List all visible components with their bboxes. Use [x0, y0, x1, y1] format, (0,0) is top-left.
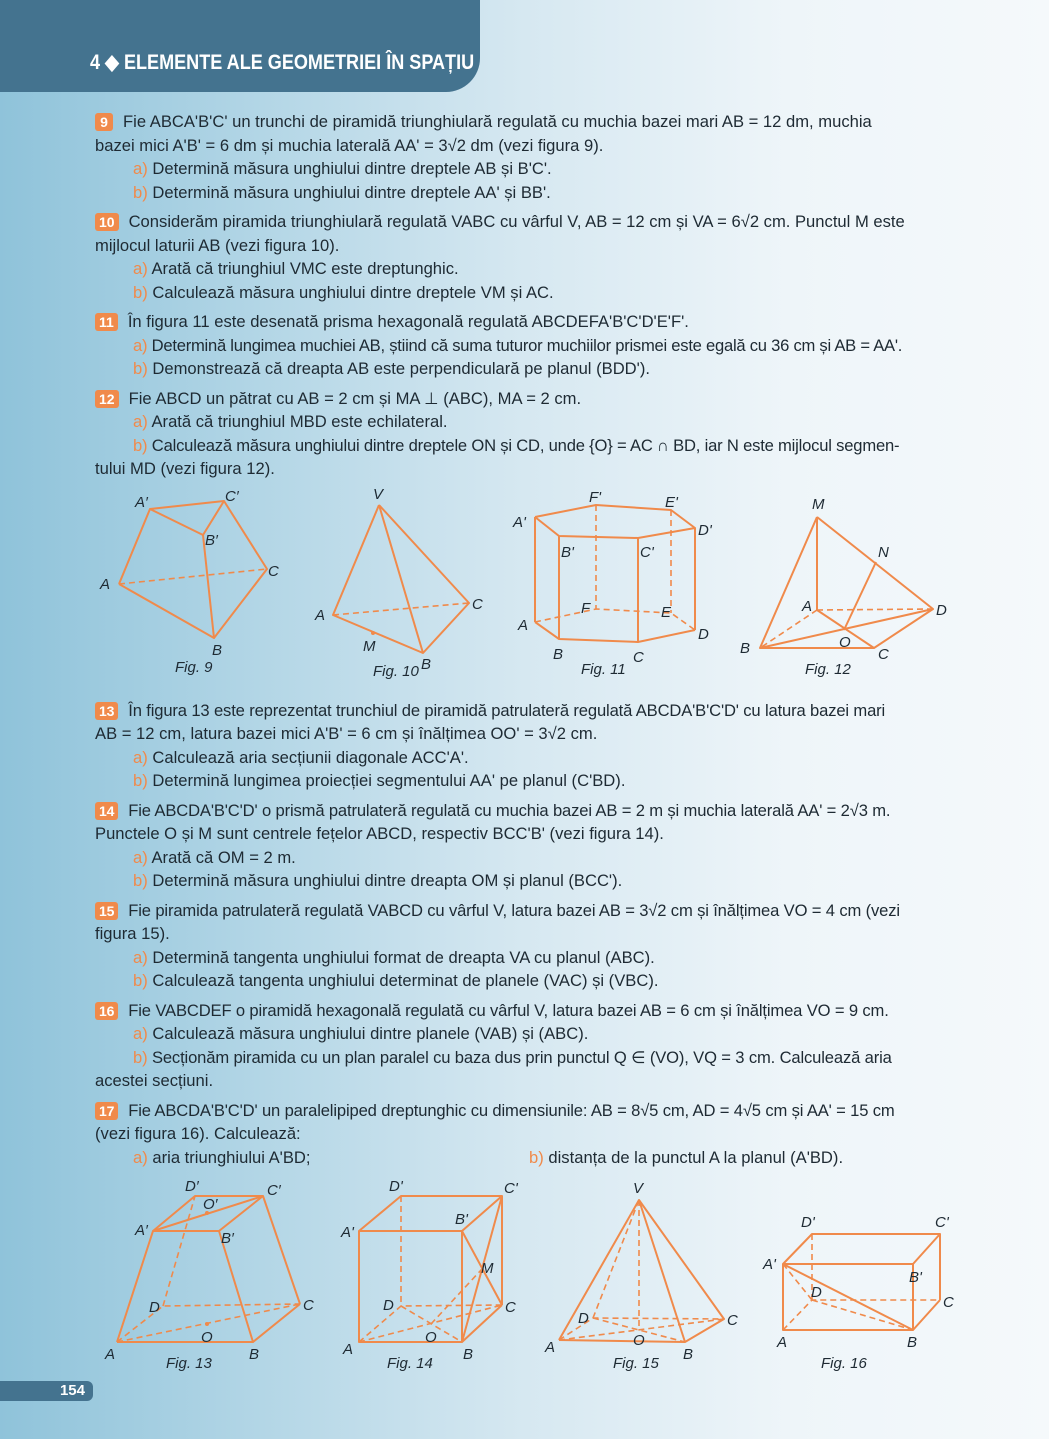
figure-14-drawing — [341, 1178, 545, 1369]
vertex-label: M — [363, 637, 376, 655]
problem-text: Fie ABCDA'B'C'D' o prismă patrulateră regulată cu muchia bazei AB = 2 m și muchia laterală AA' = 2√3 m. — [128, 800, 891, 820]
vertex-label: V — [633, 1180, 644, 1197]
fig12-hidden-edge — [817, 609, 933, 610]
vertex-label: A' — [341, 1224, 354, 1241]
figure-row-2 — [95, 1175, 953, 1385]
fig16-edge — [913, 1300, 940, 1330]
center-o — [205, 1322, 209, 1326]
subpoint-label: a) — [133, 947, 148, 967]
problem-number-badge: 13 — [95, 702, 118, 720]
fig9-edge — [203, 535, 214, 638]
vertex-label: O — [201, 1329, 213, 1346]
fig10-hidden-edge — [333, 603, 469, 615]
fig16-edge — [783, 1234, 940, 1264]
vertex-label: C' — [640, 543, 654, 561]
fig14-front-face — [359, 1231, 462, 1342]
subpoint-text: distanța de la punctul A la planul (A'BD). — [548, 1147, 844, 1167]
vertex-label: O — [633, 1332, 645, 1349]
subpoint-text: Calculează tangenta unghiului determinat de planele (VAC) și (VBC). — [152, 971, 659, 990]
vertex-label: C — [878, 645, 889, 663]
problem-text: (vezi figura 16). Calculează: — [95, 1124, 301, 1143]
figure-13-drawing — [95, 1179, 315, 1369]
problem-text: Considerăm piramida triunghiulară regulată VABC cu vârful V, AB = 12 cm și VA = 6√2 cm. Punctul M este — [128, 212, 905, 231]
chapter-title: 4 ◆ ELEMENTE ALE GEOMETRIEI ÎN SPAȚIU — [90, 51, 475, 74]
vertex-label: O′ — [203, 1196, 218, 1213]
vertex-label: A′ — [135, 493, 148, 511]
vertex-label: B — [907, 1334, 918, 1351]
problem-text: AB = 12 cm, latura bazei mici A'B' = 6 cm și înălțimea OO' = 3√2 cm. — [95, 724, 598, 743]
subpoint-text: Determină măsura unghiului dintre dreapta OM și planul (BCC'). — [152, 871, 623, 890]
vertex-label: C' — [504, 1180, 518, 1197]
vertex-label: A — [343, 1341, 354, 1358]
subpoint-text: Calculează măsura unghiului dintre planele (VAB) și (ABC). — [152, 1024, 589, 1043]
subpoint-text: Determină tangenta unghiului format de dreapta VA cu planul (ABC). — [152, 947, 655, 967]
subpoint-label: b) — [133, 282, 148, 302]
fig14-edge — [359, 1196, 502, 1231]
vertex-label: C — [943, 1294, 954, 1311]
vertex-label: A — [802, 597, 813, 615]
figure-caption: Fig. 10 — [373, 662, 419, 680]
figure-caption: Fig. 14 — [387, 1355, 433, 1372]
page-number: 154 — [0, 1381, 93, 1401]
vertex-label: C — [727, 1312, 738, 1329]
vertex-label: B — [212, 641, 223, 659]
vertex-label: A' — [763, 1256, 776, 1273]
vertex-label: V — [373, 485, 384, 503]
problem-13 — [95, 699, 953, 793]
problem-text: figura 15). — [95, 924, 170, 943]
fig15-hidden-edge — [593, 1200, 639, 1318]
vertex-label: O — [425, 1329, 437, 1346]
problem-15 — [95, 899, 953, 993]
vertex-label: M — [812, 495, 825, 513]
figure-16 — [763, 1179, 967, 1374]
figure-caption: Fig. 13 — [166, 1355, 212, 1372]
figure-10-drawing — [317, 487, 497, 687]
vertex-label: F' — [589, 488, 602, 506]
chapter-header-band — [0, 0, 480, 92]
problem-16 — [95, 999, 953, 1093]
figure-14 — [341, 1178, 545, 1374]
vertex-label: D′ — [185, 1178, 199, 1195]
vertex-label: C — [268, 562, 279, 580]
vertex-label: D — [578, 1310, 589, 1327]
figure-13 — [95, 1179, 315, 1374]
subpoint-label: a) — [133, 259, 148, 278]
figure-caption: Fig. 15 — [613, 1355, 659, 1372]
figure-9 — [95, 487, 295, 682]
subpoint-text: Arată că triunghiul VMC este dreptunghic. — [151, 259, 459, 278]
problem-9 — [95, 110, 953, 204]
vertex-label: C — [303, 1297, 314, 1314]
problem-text: În figura 11 este desenată prisma hexagonală regulată ABCDEFA'B'C'D'E'F'. — [127, 312, 689, 331]
vertex-label: B' — [909, 1269, 922, 1286]
subpoint-label: a) — [133, 412, 148, 431]
figure-15 — [545, 1179, 755, 1374]
subpoint-text: acestei secțiuni. — [95, 1071, 214, 1090]
subpoint-label: b) — [133, 971, 148, 990]
problem-12 — [95, 387, 953, 481]
subpoint-text: Arată că triunghiul MBD este echilateral. — [151, 412, 448, 431]
figure-caption: Fig. 16 — [821, 1355, 867, 1372]
midpoint-m — [371, 631, 375, 635]
figure-caption: Fig. 11 — [581, 660, 626, 678]
vertex-label: A — [315, 606, 326, 624]
problem-number-badge: 14 — [95, 802, 118, 820]
fig13-edge — [253, 1304, 300, 1342]
vertex-label: B' — [455, 1211, 468, 1228]
fig15-edge — [639, 1200, 685, 1342]
vertex-label: A′ — [135, 1222, 148, 1239]
problem-text: bazei mici A'B' = 6 dm și muchia laterală AA' = 3√2 dm (vezi figura 9). — [95, 135, 604, 155]
fig13-edge — [117, 1231, 253, 1342]
problem-number-badge: 9 — [95, 113, 113, 131]
figure-caption: Fig. 9 — [175, 658, 213, 676]
subpoint-label: b) — [133, 435, 148, 455]
vertex-label: A' — [513, 513, 526, 531]
vertex-label: E' — [665, 493, 678, 511]
problem-number-badge: 10 — [95, 213, 119, 231]
vertex-label: N — [878, 543, 889, 561]
fig16-edge — [783, 1264, 913, 1330]
subpoint-text: tului MD (vezi figura 12). — [95, 459, 275, 478]
vertex-label: M — [481, 1260, 494, 1277]
figure-12 — [740, 487, 963, 692]
figure-16-drawing — [763, 1179, 967, 1369]
subpoint-text: Calculează măsura unghiului dintre dreptele ON și CD, unde {O} = AC ∩ BD, iar N este mijlocul segmen- — [151, 435, 900, 455]
vertex-label: C — [633, 648, 644, 666]
fig9-edge — [203, 501, 224, 535]
subpoint-label: b) — [133, 771, 148, 790]
vertex-label: B′ — [221, 1230, 234, 1247]
vertex-label: O — [839, 633, 851, 651]
figure-15-drawing — [545, 1179, 755, 1369]
figure-9-drawing — [95, 487, 295, 677]
vertex-label: A — [105, 1346, 116, 1363]
fig9-hidden-edge — [119, 569, 267, 584]
subpoint-label: b) — [133, 1047, 148, 1067]
problem-14 — [95, 799, 953, 893]
vertex-label: C — [472, 595, 483, 613]
subpoint-text: Calculează măsura unghiului dintre dreptele VM și AC. — [152, 282, 554, 302]
vertex-label: F — [581, 599, 591, 617]
subpoint-text: Secționăm piramida cu un plan paralel cu baza dus prin punctul Q ∈ (VO), VQ = 3 cm. Calculează aria — [151, 1047, 892, 1067]
vertex-label: B — [553, 645, 564, 663]
problem-text: Fie VABCDEF o piramidă hexagonală regulată cu vârful V, latura bazei AB = 6 cm și înălțimea VO = 9 cm. — [128, 1000, 889, 1020]
vertex-label: C′ — [225, 487, 239, 505]
fig12-edge — [844, 562, 876, 630]
vertex-label: B — [249, 1346, 260, 1363]
fig10-edge — [379, 505, 423, 653]
problem-number-badge: 11 — [95, 313, 118, 331]
problem-11 — [95, 310, 953, 381]
problem-10 — [95, 210, 953, 304]
vertex-label: A — [518, 616, 529, 634]
subpoint-label: a) — [133, 159, 148, 178]
subpoint-label: a) — [133, 847, 148, 867]
problem-number-badge: 17 — [95, 1102, 118, 1120]
vertex-label: A — [100, 575, 111, 593]
problem-text: Fie ABCA'B'C' un trunchi de piramidă triunghiulară regulată cu muchia bazei mari AB = 12 dm, muchia — [123, 112, 872, 131]
fig13-edge — [263, 1196, 300, 1304]
figure-11-drawing — [515, 487, 725, 687]
problem-number-badge: 12 — [95, 390, 119, 408]
vertex-label: E — [661, 603, 672, 621]
subpoint-text: Determină măsura unghiului dintre dreptele AA' și BB'. — [152, 182, 551, 202]
fig9-edge — [150, 509, 203, 535]
page-content — [95, 110, 953, 1385]
subpoint-text: Determină lungimea proiecției segmentului AA' pe planul (C'BD). — [152, 771, 626, 790]
vertex-label: A — [545, 1339, 556, 1356]
figure-11 — [515, 487, 725, 692]
problem-text: Punctele O și M sunt centrele fețelor ABCD, respectiv BCC'B' (vezi figura 14). — [95, 824, 664, 843]
subpoint-text: Arată că OM = 2 m. — [151, 847, 296, 867]
subpoint-text: aria triunghiului A'BD; — [152, 1147, 311, 1167]
subpoint-label: b) — [529, 1147, 544, 1167]
problem-17 — [95, 1099, 953, 1170]
subpoint-text: Determină lungimea muchiei AB, știind că suma tuturor muchiilor prismei este egală cu 36 cm și AB = AA'. — [151, 335, 903, 355]
subpoint-text: Calculează aria secțiunii diagonale ACC'A'. — [152, 747, 469, 767]
vertex-label: D' — [389, 1178, 403, 1195]
vertex-label: B — [421, 655, 432, 673]
vertex-label: D — [698, 625, 709, 643]
vertex-label: D — [936, 601, 947, 619]
vertex-label: B' — [561, 543, 574, 561]
subpoint-label: a) — [133, 335, 148, 355]
problem-number-badge: 15 — [95, 902, 118, 920]
figure-row-1 — [95, 487, 953, 697]
vertex-label: C' — [935, 1214, 949, 1231]
vertex-label: B′ — [205, 531, 218, 549]
problem-text: Fie ABCD un pătrat cu AB = 2 cm și MA ⊥ (ABC), MA = 2 cm. — [128, 388, 582, 408]
vertex-label: D' — [698, 521, 712, 539]
subpoint-label: a) — [133, 747, 148, 767]
vertex-label: B — [463, 1346, 474, 1363]
problem-number-badge: 16 — [95, 1002, 118, 1020]
fig16-hidden-edge — [783, 1264, 812, 1300]
figure-12-drawing — [740, 487, 963, 687]
vertex-label: D' — [801, 1214, 815, 1231]
subpoint-label: a) — [133, 1024, 148, 1043]
problem-text: În figura 13 este reprezentat trunchiul de piramidă patrulateră regulată ABCDA'B'C'D' cu latura bazei mari — [128, 700, 886, 720]
subpoint-text: Demonstrează că dreapta AB este perpendiculară pe planul (BDD'). — [152, 359, 650, 378]
vertex-label: A — [777, 1334, 788, 1351]
subpoint-label: b) — [133, 871, 148, 890]
vertex-label: C′ — [267, 1182, 281, 1199]
fig13-hidden-edge — [163, 1196, 195, 1306]
vertex-label: D — [149, 1299, 160, 1316]
problem-text: Fie piramida patrulateră regulată VABCD cu vârful V, latura bazei AB = 3√2 cm și înălțimea VO = 4 cm (vezi — [128, 900, 900, 920]
subpoint-label: b) — [133, 182, 148, 202]
vertex-label: D — [811, 1284, 822, 1301]
subpoint-label: b) — [133, 359, 148, 378]
vertex-label: C — [505, 1299, 516, 1316]
fig9-edge — [119, 501, 267, 638]
figure-caption: Fig. 12 — [805, 660, 851, 678]
vertex-label: B — [683, 1346, 694, 1363]
vertex-label: B — [740, 639, 751, 657]
problem-text: Fie ABCDA'B'C'D' un paralelipiped dreptunghic cu dimensiunile: AB = 8√5 cm, AD = 4√5 cm și AA' = 15 cm — [128, 1100, 895, 1120]
vertex-label: D — [383, 1297, 394, 1314]
figure-10 — [317, 487, 497, 692]
subpoint-text: Determină măsura unghiului dintre dreptele AB și B'C'. — [152, 159, 552, 178]
problem-text: mijlocul laturii AB (vezi figura 10). — [95, 235, 340, 255]
subpoint-label: a) — [133, 1147, 148, 1167]
